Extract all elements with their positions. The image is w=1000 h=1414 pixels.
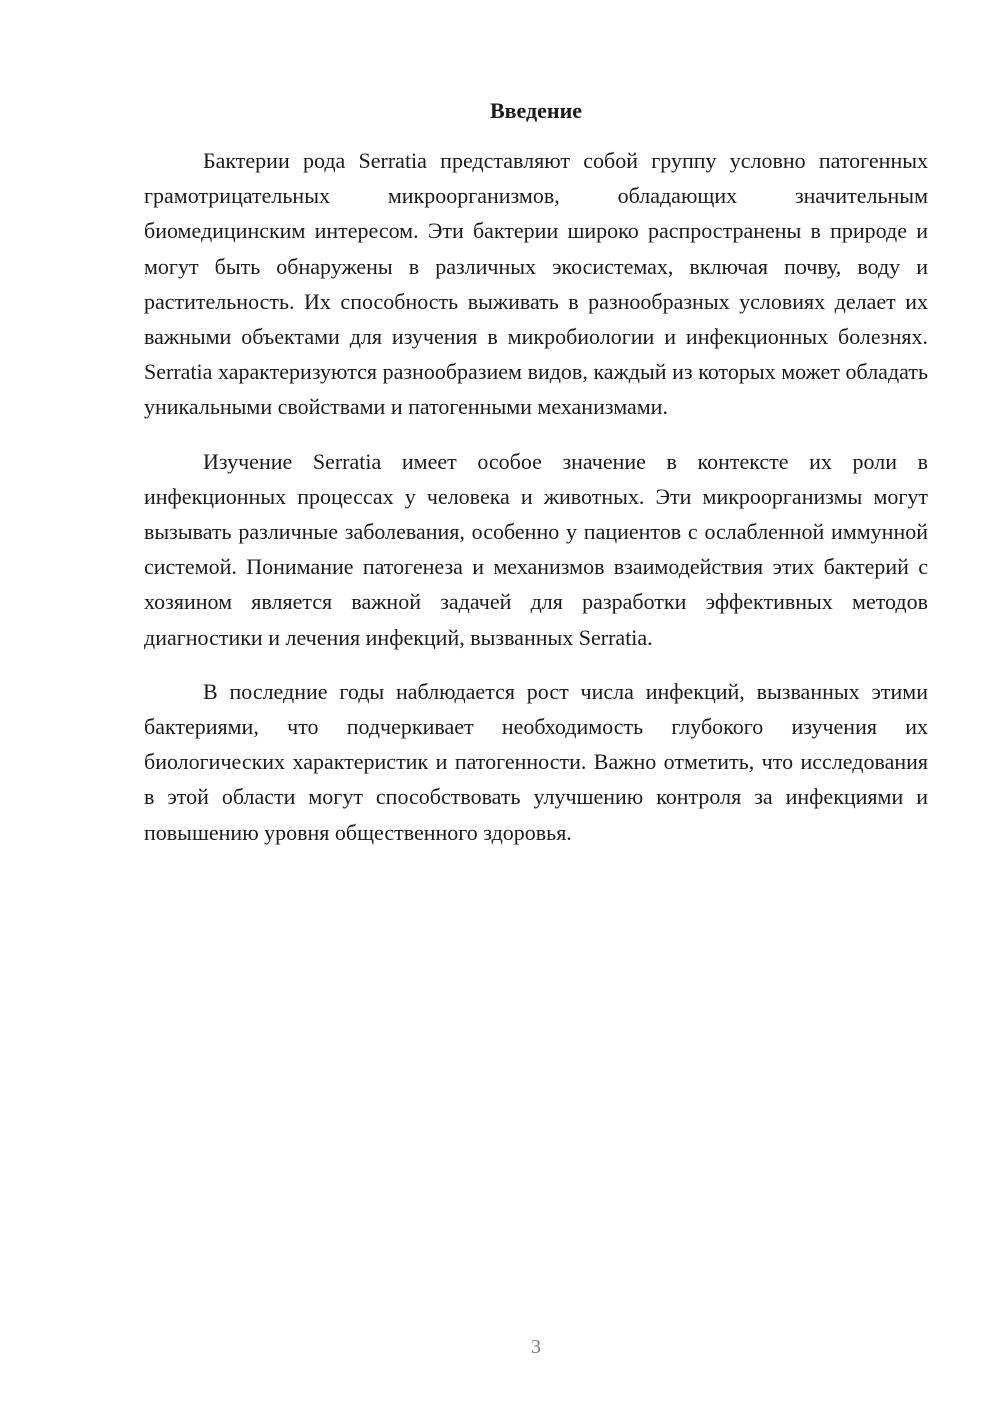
- paragraph-1: Бактерии рода Serratia представляют собой группу условно патогенных грамотрицательных микроорганизмов, обладающих значительным биомедицинским интересом. Эти бактерии широко распространены в природе и могут быть обнаружены в различных экосистемах, включая почву, воду и растительность. Их способность выживать в разнообразных условиях делает их важными объектами для изучения в микробиологии и инфекционных болезнях. Serratia характеризуются разнообразием видов, каждый из которых может обладать уникальными свойствами и патогенными механизмами.: [144, 148, 928, 420]
- section-title: Введение: [489, 98, 583, 123]
- paragraph-3: В последние годы наблюдается рост числа инфекций, вызванных этими бактериями, что подчеркивает необходимость глубокого изучения их биологических характеристик и патогенности. Важно отметить, что исследования в этой области могут способствовать улучшению контроля за инфекциями и повышению уровня общественного здоровья.: [144, 678, 928, 845]
- body-text: [144, 143, 928, 869]
- paragraph-2: Изучение Serratia имеет особое значение в контексте их роли в инфекционных процессах у человека и животных. Эти микроорганизмы могут вызывать различные заболевания, особенно у пациентов с ослабленной иммунной системой. Понимание патогенеза и механизмов взаимодействия этих бактерий с хозяином является важной задачей для разработки эффективных методов диагностики и лечения инфекций, вызванных Serratia.: [144, 448, 928, 650]
- page-number: 3: [531, 1336, 541, 1358]
